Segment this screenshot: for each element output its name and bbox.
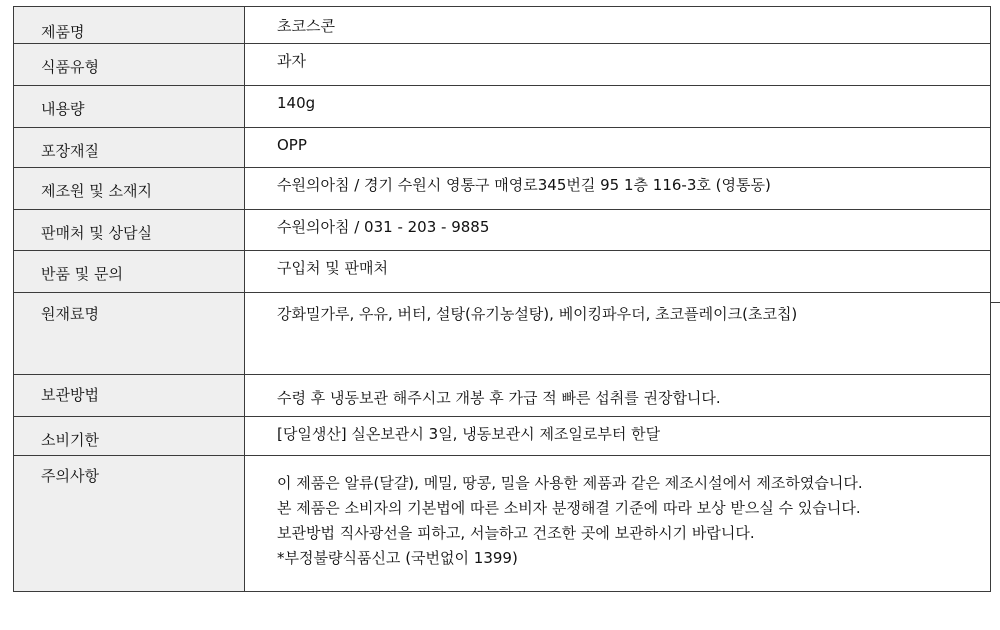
caution-line: *부정불량식품신고 (국번없이 1399) — [277, 549, 518, 567]
label-packaging: 포장재질 — [14, 128, 245, 168]
table-row — [14, 417, 991, 456]
table-row — [14, 168, 991, 210]
value-storage: 수령 후 냉동보관 해주시고 개봉 후 가급 적 빠른 섭취를 권장합니다. — [245, 375, 991, 417]
table-row — [14, 128, 991, 168]
value-expiry: [당일생산] 실온보관시 3일, 냉동보관시 제조일로부터 한달 — [245, 417, 991, 456]
label-ingredients: 원재료명 — [14, 293, 245, 375]
label-cautions: 주의사항 — [14, 456, 245, 592]
label-storage: 보관방법 — [14, 375, 245, 417]
label-seller: 판매처 및 상담실 — [14, 210, 245, 251]
table-row — [14, 456, 991, 592]
label-food-type: 식품유형 — [14, 44, 245, 86]
value-food-type: 과자 — [245, 44, 991, 86]
caution-line: 보관방법 직사광선을 피하고, 서늘하고 건조한 곳에 보관하시기 바랍니다. — [277, 524, 755, 542]
divider — [990, 302, 1000, 303]
value-packaging: OPP — [245, 128, 991, 168]
value-cautions — [245, 456, 991, 592]
label-returns: 반품 및 문의 — [14, 251, 245, 293]
label-expiry: 소비기한 — [14, 417, 245, 456]
caution-line: 이 제품은 알류(달걀), 메밀, 땅콩, 밀을 사용한 제품과 같은 제조시설에서 제조하였습니다. — [277, 474, 863, 492]
table-row — [14, 44, 991, 86]
caution-line: 본 제품은 소비자의 기본법에 따른 소비자 분쟁해결 기준에 따라 보상 받으실 수 있습니다. — [277, 499, 861, 517]
label-manufacturer: 제조원 및 소재지 — [14, 168, 245, 210]
value-ingredients: 강화밀가루, 우유, 버터, 설탕(유기농설탕), 베이킹파우더, 초코플레이크(초코칩) — [245, 293, 991, 375]
table-row — [14, 251, 991, 293]
value-manufacturer: 수원의아침 / 경기 수원시 영통구 매영로345번길 95 1층 116-3호 (영통동) — [245, 168, 991, 210]
product-info-table — [13, 6, 991, 592]
label-product-name: 제품명 — [14, 7, 245, 44]
value-net-weight: 140g — [245, 86, 991, 128]
table-row — [14, 293, 991, 375]
table-row — [14, 375, 991, 417]
value-seller: 수원의아침 / 031 - 203 - 9885 — [245, 210, 991, 251]
value-returns: 구입처 및 판매처 — [245, 251, 991, 293]
table-row — [14, 7, 991, 44]
value-product-name: 초코스콘 — [245, 7, 991, 44]
label-net-weight: 내용량 — [14, 86, 245, 128]
table-row — [14, 210, 991, 251]
table-row — [14, 86, 991, 128]
